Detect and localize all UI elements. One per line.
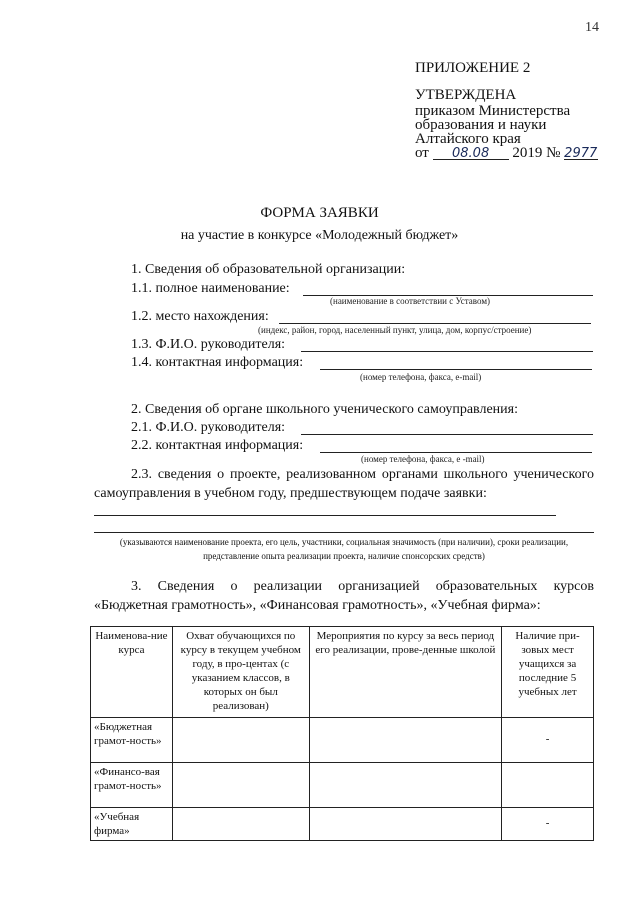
section1-heading: 1. Сведения об образовательной организации: [131, 262, 406, 277]
date-field [433, 146, 509, 160]
field-1-1-label: 1.1. полное наименование: [131, 281, 290, 296]
field-2-3-line-1[interactable] [94, 515, 556, 516]
approval-block [415, 88, 598, 160]
approval-line-2: образования и науки [415, 117, 547, 133]
field-1-1-hint: (наименование в соответствии с Уставом) [330, 296, 491, 306]
courses-table [90, 626, 594, 841]
form-title: ФОРМА ЗАЯВКИ [260, 205, 379, 221]
header-course-name: Наименова-ние курса [91, 627, 173, 718]
date-prefix: от [415, 145, 429, 161]
approval-line-3: Алтайского края [415, 131, 521, 147]
table-row [91, 808, 594, 841]
field-1-3-line[interactable] [301, 351, 593, 352]
row-coverage-cell[interactable] [172, 763, 309, 808]
table-row [91, 718, 594, 763]
field-2-3-text: 2.3. сведения о проекте, реализованном органами школьного ученического самоуправления в учебном году, предшествующем подаче заявки: [94, 467, 594, 501]
field-2-1-line[interactable] [301, 434, 593, 435]
table-header-row [91, 627, 594, 718]
row-events-cell[interactable] [309, 718, 501, 763]
field-2-2-hint: (номер телефона, факса, e -mail) [361, 454, 485, 464]
field-1-4-hint: (номер телефона, факса, e-mail) [360, 372, 482, 382]
form-subtitle: на участие в конкурсе «Молодежный бюджет» [180, 228, 459, 243]
page-number: 14 [585, 20, 599, 35]
field-2-3-hint: (указываются наименование проекта, его цель, участники, социальная значимость (при наличии), сроки реализации, представление опыта реализации проекта, наличие спонсорских средств) [119, 537, 569, 561]
field-2-2-label: 2.2. контактная информация: [131, 438, 304, 453]
field-1-4-line[interactable] [320, 369, 592, 370]
field-2-3-line-2[interactable] [94, 532, 594, 533]
row-course-name: «Учебная фирма» [91, 808, 173, 841]
section2-heading: 2. Сведения об органе школьного ученического самоуправления: [131, 402, 518, 417]
header-events: Мероприятия по курсу за весь период его реализации, прове-денные школой [309, 627, 501, 718]
table-row [91, 763, 594, 808]
approval-date-line [415, 146, 598, 160]
row-coverage-cell[interactable] [172, 808, 309, 841]
approval-line-1: приказом Министерства [415, 103, 571, 119]
handwritten-number: 2977 [564, 146, 598, 161]
approval-title: УТВЕРЖДЕНА [415, 87, 517, 103]
row-course-name: «Бюджетная грамот-ность» [91, 718, 173, 763]
appendix-label: ПРИЛОЖЕНИЕ 2 [415, 60, 531, 76]
field-1-4-label: 1.4. контактная информация: [131, 355, 304, 370]
year-text: 2019 № [512, 145, 561, 161]
section3-heading: 3. Сведения о реализации организацией образовательных курсов «Бюджетная грамотность», «Финансовая грамотность», «Учебная фирма»: [94, 579, 594, 613]
field-1-2-hint: (индекс, район, город, населенный пункт, улица, дом, корпус/строение) [258, 325, 532, 335]
field-1-3-label: 1.3. Ф.И.О. руководителя: [131, 337, 286, 352]
header-prizes: Наличие при-зовых мест учащихся за последние 5 учебных лет [502, 627, 594, 718]
row-course-name: «Финансо-вая грамот-ность» [91, 763, 173, 808]
handwritten-date: 08.08 [452, 146, 490, 161]
header-coverage: Охват обучающихся по курсу в текущем учебном году, в про-центах (с указанием классов, в которых он был реализован) [172, 627, 309, 718]
row-prizes-cell[interactable]: - [502, 808, 594, 841]
row-prizes-cell[interactable]: - [502, 718, 594, 763]
row-coverage-cell[interactable] [172, 718, 309, 763]
field-2-2-line[interactable] [320, 452, 592, 453]
field-1-2-label: 1.2. место нахождения: [131, 309, 269, 324]
row-events-cell[interactable] [309, 808, 501, 841]
row-events-cell[interactable] [309, 763, 501, 808]
field-1-2-line[interactable] [279, 323, 591, 324]
number-field [564, 146, 598, 160]
field-2-1-label: 2.1. Ф.И.О. руководителя: [131, 420, 286, 435]
row-prizes-cell[interactable] [502, 763, 594, 808]
